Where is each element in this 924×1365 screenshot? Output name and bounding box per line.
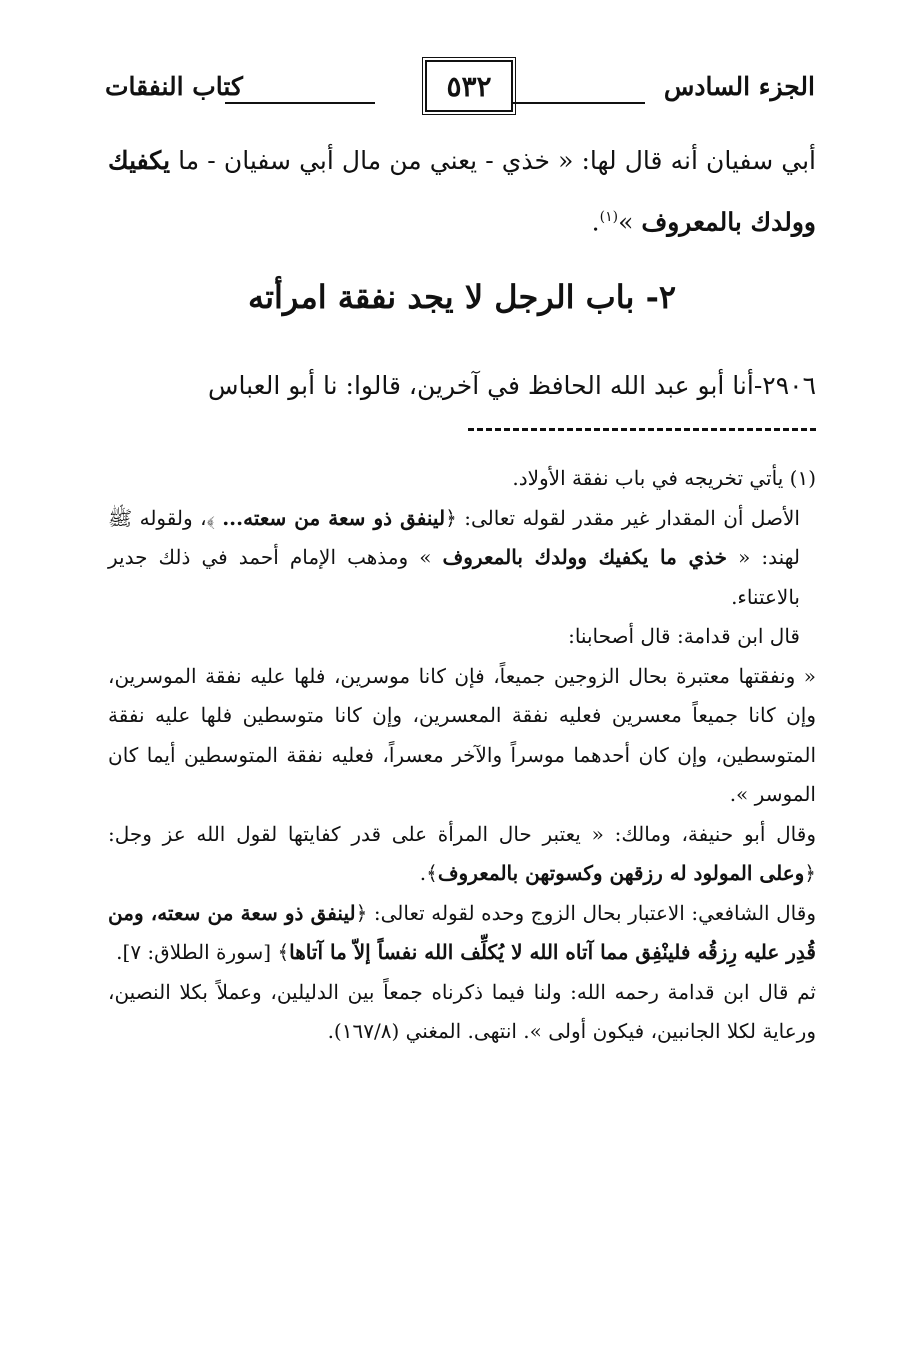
- p5-text-c: ﴾: [277, 940, 290, 964]
- p1-text-d: » ومذهب الإمام أحمد في ذلك جدير بالاعتناء.: [108, 545, 800, 609]
- footnote-para-3: « ونفقتها معتبرة بحال الزوجين جميعاً، فإن كانا موسرين، فلها عليه نفقة الموسرين، وإن كانا جميعاً معسرين فعليه نفقة المعسرين، وإن كانا متوسطين فلها عليه نفقة المتوسطين، وإن كان أحدهما موسراً والآخر معسراً، فعليه نفقة المتوسطين أيما كان الموسر ».: [108, 663, 816, 806]
- running-header: [105, 60, 815, 120]
- p1-text-a: الأصل أن المقدار غير مقدر لقوله تعالى: ﴿: [445, 505, 800, 530]
- intro-bold-phrase: يكفيك وولدك بالمعروف: [108, 146, 816, 237]
- p1-text-c: ﴾، ولقوله ﷺ لهند: «: [108, 505, 800, 569]
- footnote-para-2: قال ابن قدامة: قال أصحابنا:: [568, 624, 800, 648]
- p4-quran: وعلى المولود له رزقهن وكسوتهن بالمعروف: [437, 861, 805, 885]
- hadith-text: ٢٩٠٦-أنا أبو عبد الله الحافظ في آخرين، قالوا: نا أبو العباس: [207, 371, 816, 400]
- footnote-para-1: [108, 499, 816, 618]
- intro-line-1: أبي سفيان أنه قال لها: « خذي - يعني من مال أبي سفيان - ما: [178, 146, 816, 175]
- p4-text-c: ﴾.: [419, 861, 438, 885]
- footnote-1: (١) يأتي تخريجه في باب نفقة الأولاد.: [512, 466, 816, 490]
- p5-surah-ref: [سورة الطلاق: ٧].: [116, 940, 272, 964]
- hadith-paragraph: [108, 358, 816, 414]
- footnotes: [108, 459, 816, 1052]
- chapter-label: كتاب النفقات: [105, 72, 243, 101]
- intro-end: .: [591, 207, 600, 237]
- footnote-ref: (١): [599, 209, 619, 225]
- header-rule-left: [225, 102, 375, 104]
- volume-label: الجزء السادس: [663, 72, 815, 101]
- page-number: ٥٣٢: [425, 60, 513, 112]
- intro-paragraph: [108, 133, 816, 250]
- p4-text-a: وقال أبو حنيفة، ومالك: « يعتبر حال المرأة على قدر كفايتها لقول الله عز وجل: ﴿: [108, 821, 816, 885]
- footnote-para-4: [108, 815, 816, 894]
- intro-quote-close: »: [618, 207, 642, 237]
- p1-hadith: خذي ما يكفيك وولدك بالمعروف: [442, 545, 727, 569]
- header-rule-right: [513, 102, 645, 104]
- footnote-para-6: ثم قال ابن قدامة رحمه الله: ولنا فيما ذكرناه جمعاً بين الدليلين، وعملاً بكلا النصين، ورعاية لكلا الجانبين، فيكون أولى ». انتهى. المغني (١٦٧/٨).: [108, 979, 816, 1043]
- footnote-para-5: [108, 894, 816, 973]
- p5-quran: لينفق ذو سعة من سعته، ومن قُدِر عليه رِزقُه فلينْفِق مما آتاه الله لا يُكلِّف الله نفساً إلاّ ما آتاها: [108, 900, 816, 964]
- p5-text-a: وقال الشافعي: الاعتبار بحال الزوج وحده لقوله تعالى: ﴿: [355, 900, 816, 925]
- footnote-separator: [468, 428, 816, 431]
- p1-quran: لينفق ذو سعة من سعته...: [222, 505, 446, 530]
- section-title: ٢- باب الرجل لا يجد نفقة امرأته: [247, 278, 677, 316]
